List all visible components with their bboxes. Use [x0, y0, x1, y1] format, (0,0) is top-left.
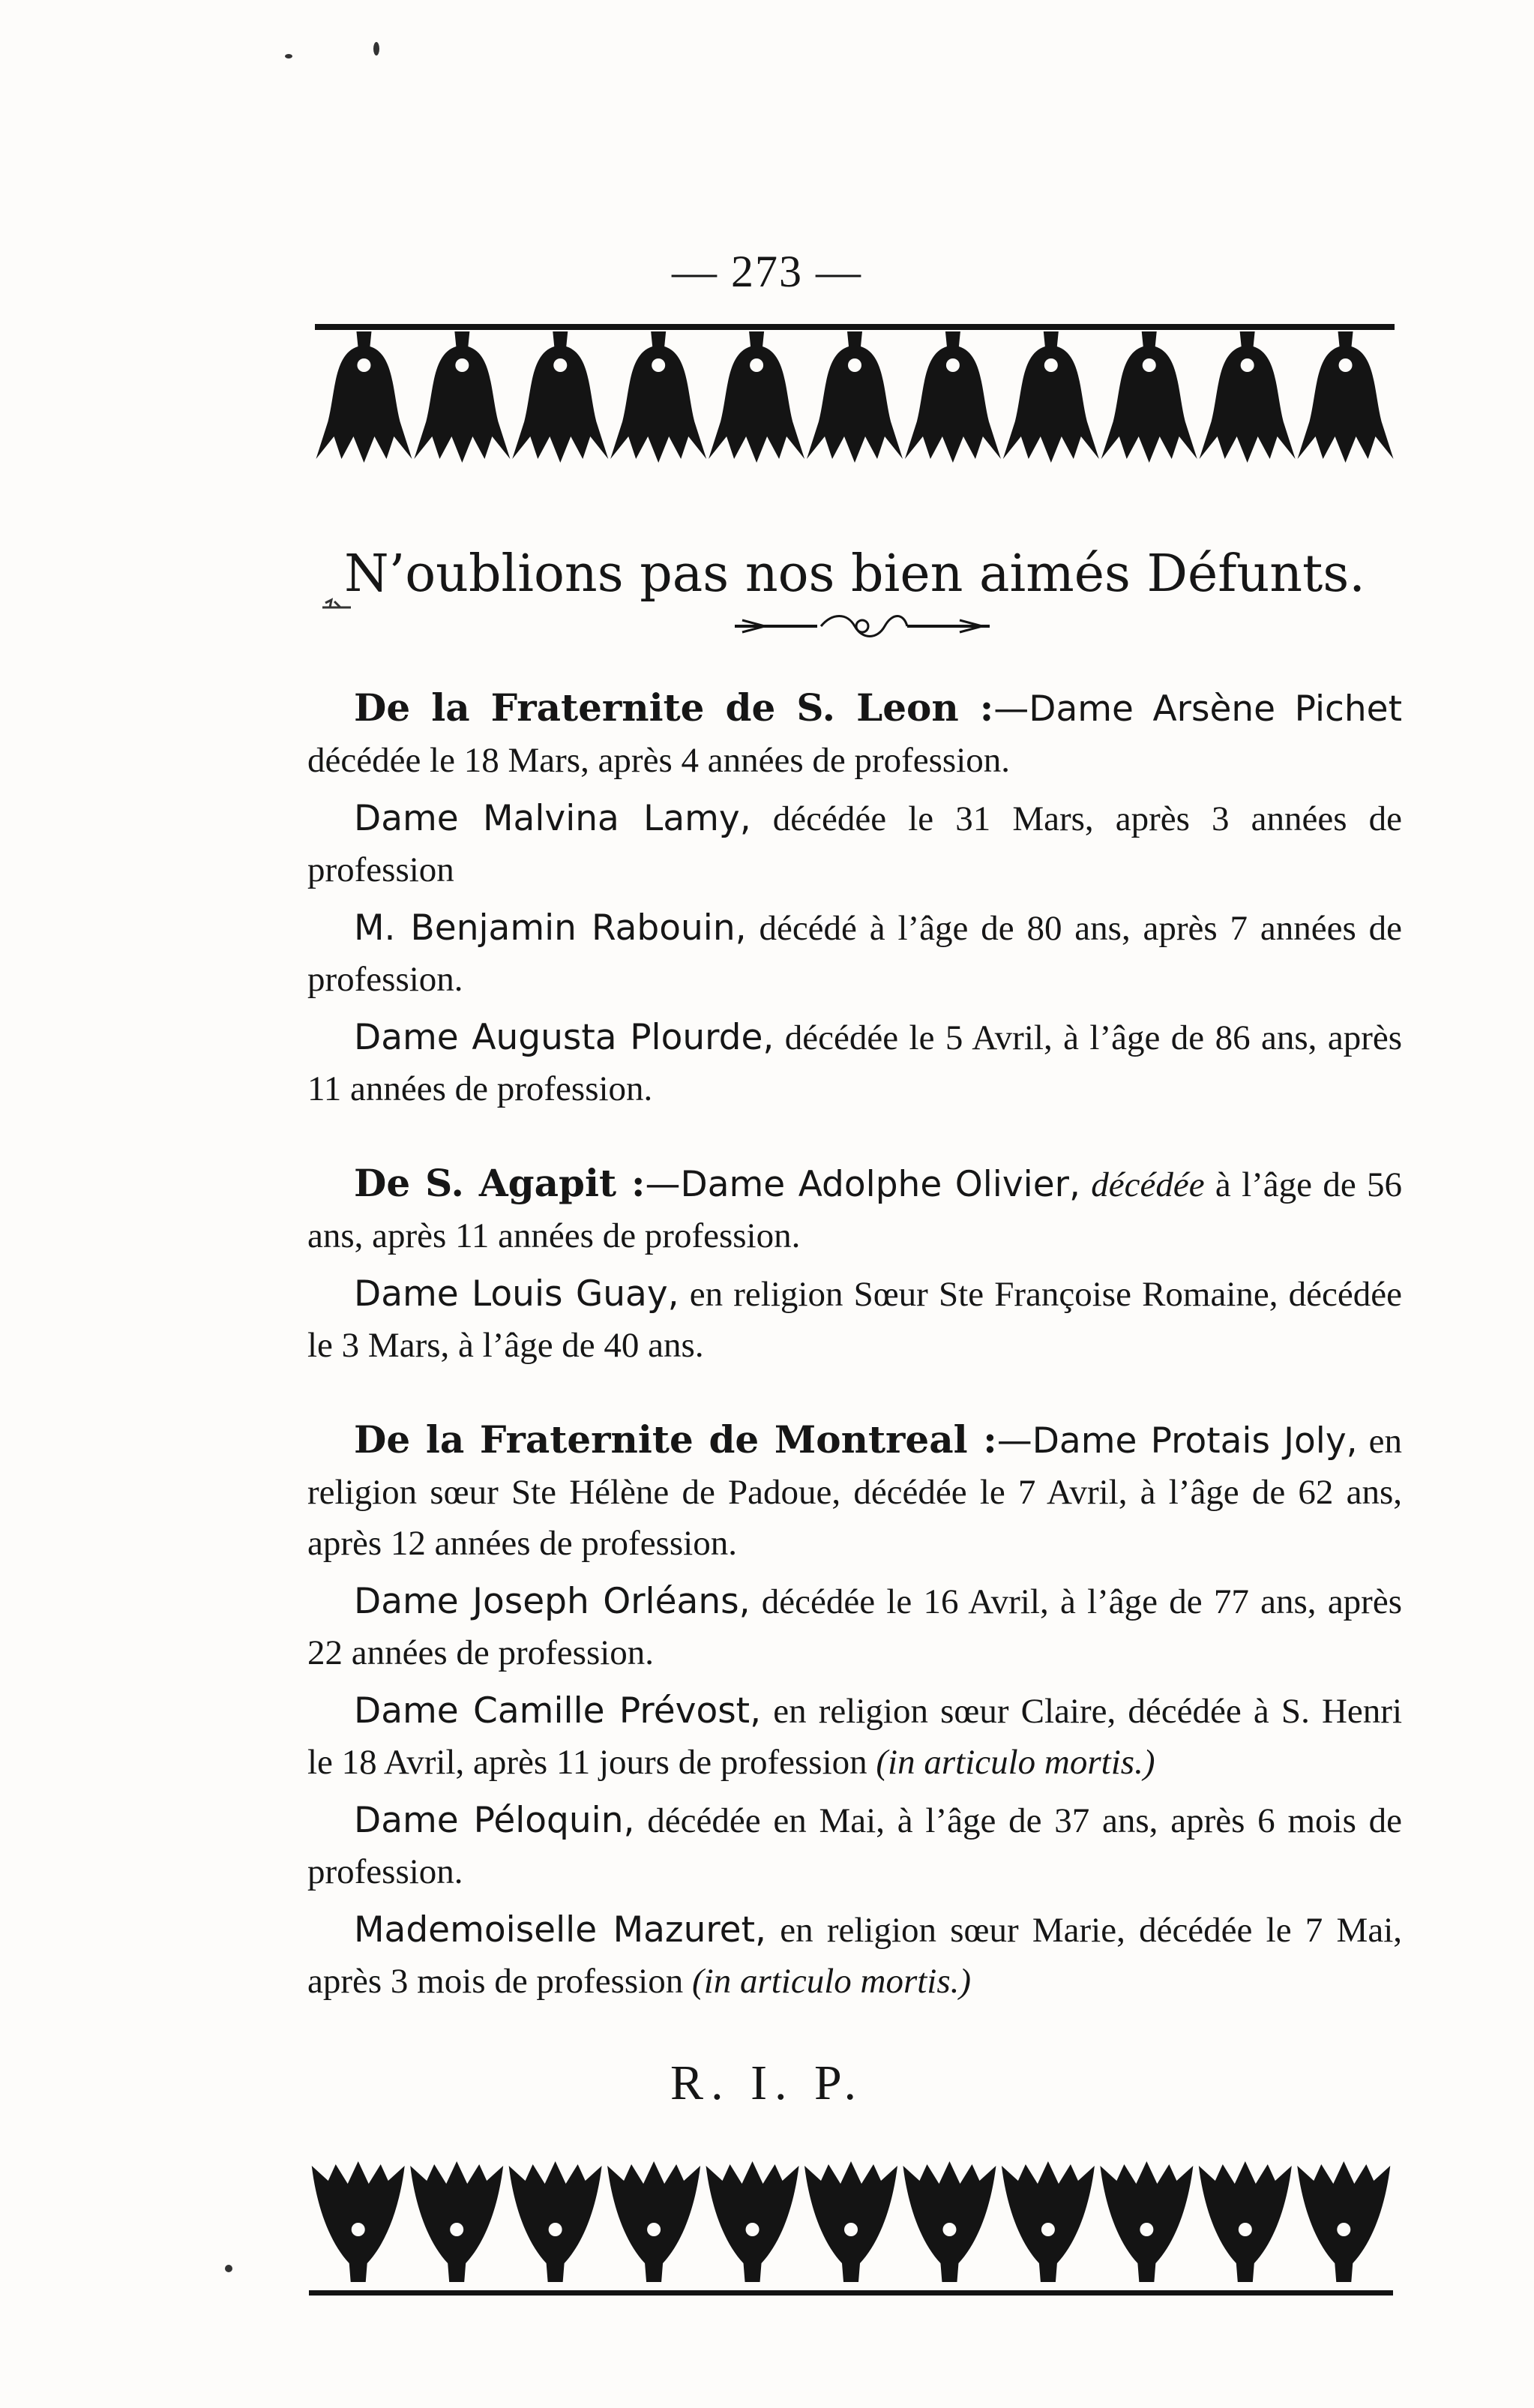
bell-ornament-icon: [905, 331, 1001, 463]
flower-ornament-icon: [1100, 2161, 1193, 2282]
obituary-entry: [307, 682, 1402, 786]
section-heading: De S. Agapit :: [354, 1161, 646, 1205]
bell-ornament-icon: [1101, 331, 1197, 463]
obituary-entry: [307, 1795, 1402, 1897]
bell-ornament-icon: [709, 331, 804, 463]
obituary-entry: [307, 1012, 1402, 1114]
deceased-name: M. Benjamin Rabouin,: [354, 907, 747, 949]
entry-text: décédé à l’âge de 80 ans, après 7 années de profession.: [307, 909, 1402, 999]
flower-ornament-icon: [1297, 2161, 1390, 2282]
italic-text: (in articulo mortis.): [876, 1743, 1155, 1782]
ink-mark-icon: [321, 594, 366, 610]
flower-ornament-icon: [706, 2161, 799, 2282]
page-title: N’oublions pas nos bien aimés Défunts.: [344, 544, 1365, 604]
bell-ornament-icon: [610, 331, 706, 463]
bell-ornament-icon: [1298, 331, 1394, 463]
obituary-entry: [307, 1414, 1402, 1569]
flower-ornament-icon: [309, 2158, 1393, 2301]
section: [307, 1414, 1402, 2007]
deceased-name: Dame Camille Prévost,: [354, 1690, 762, 1732]
entry-text: en religion sœur Ste Hélène de Padoue, décédée le 7 Avril, à l’âge de 62 ans, après 12 années de profession.: [307, 1422, 1402, 1563]
deceased-name: —Dame Protais Joly,: [996, 1420, 1358, 1462]
entry-text: décédée le 18 Mars, après 4 années de profession.: [307, 741, 1011, 780]
scan-speck: [285, 54, 292, 58]
flower-ornament-icon: [607, 2161, 700, 2282]
entry-text: décédée le 16 Avril, à l’âge de 77 ans, après 22 années de profession.: [307, 1582, 1402, 1672]
ornamental-divider-icon: [735, 611, 990, 641]
deceased-name: Dame Malvina Lamy,: [354, 798, 751, 839]
obituary-entry: [307, 793, 1402, 895]
bell-ornament-icon: [1003, 331, 1099, 463]
ornament-band-bottom: [309, 2158, 1393, 2301]
flower-ornament-icon: [1199, 2161, 1292, 2282]
bell-ornament-icon: [316, 331, 412, 463]
deceased-name: Mademoiselle Mazuret,: [354, 1909, 766, 1951]
ornament-band-top: [315, 324, 1395, 466]
deceased-name: Dame Péloquin,: [354, 1800, 635, 1841]
deceased-name: —Dame Arsène Pichet: [993, 688, 1402, 730]
bell-ornament-icon: [1200, 331, 1296, 463]
deceased-name: Dame Joseph Orléans,: [354, 1581, 751, 1622]
obituary-entry: [307, 903, 1402, 1005]
scan-speck: [225, 2265, 232, 2272]
section-heading: De la Fraternite de Montreal :: [354, 1417, 997, 1462]
deceased-name: Dame Augusta Plourde,: [354, 1017, 774, 1058]
section: [307, 682, 1402, 1114]
entry-text: en religion sœur Marie, décédée le 7 Mai, après 3 mois de profession: [307, 1911, 1402, 2001]
entry-text: décédée en Mai, à l’âge de 37 ans, après 6 mois de profession.: [307, 1801, 1402, 1891]
bell-ornament-icon: [414, 331, 510, 463]
flower-ornament-icon: [312, 2161, 405, 2282]
deceased-name: —Dame Adolphe Olivier,: [645, 1164, 1080, 1205]
entry-text: en religion sœur Claire, décédée à S. Henri le 18 Avril, après 11 jours de profession: [307, 1692, 1402, 1782]
deceased-name: Dame Louis Guay,: [354, 1273, 679, 1315]
flower-ornament-icon: [509, 2161, 602, 2282]
entry-text: à l’âge de 56 ans, après 11 années de profession.: [307, 1165, 1403, 1255]
scan-speck: [373, 42, 379, 55]
obituary-entry: [307, 1269, 1402, 1371]
flower-ornament-icon: [1002, 2161, 1095, 2282]
flower-ornament-icon: [410, 2161, 503, 2282]
bell-ornament-icon: [512, 331, 608, 463]
italic-text: (in articulo mortis.): [691, 1962, 972, 2001]
flower-ornament-icon: [804, 2161, 897, 2282]
obituary-entry: [307, 1576, 1402, 1678]
obituary-entry: [307, 1905, 1402, 2007]
obituary-entry: [307, 1686, 1402, 1788]
entry-text: décédée le 31 Mars, après 3 années de profession: [307, 799, 1403, 889]
entry-text: décédée le 5 Avril, à l’âge de 86 ans, après 11 années de profession.: [307, 1018, 1403, 1108]
entry-text: en religion Sœur Ste Françoise Romaine, décédée le 3 Mars, à l’âge de 40 ans.: [307, 1275, 1402, 1365]
bell-ornament-icon: [807, 331, 903, 463]
rip-closing: R. I. P.: [670, 2056, 864, 2110]
section: [307, 1158, 1402, 1371]
italic-text: décédée: [1080, 1165, 1205, 1204]
bell-ornament-icon: [315, 324, 1395, 466]
obituary-list: [307, 682, 1402, 2050]
obituary-entry: [307, 1158, 1402, 1261]
flower-ornament-icon: [903, 2161, 996, 2282]
page-number: — 273 —: [672, 247, 862, 296]
section-heading: De la Fraternite de S. Leon :: [354, 685, 994, 730]
